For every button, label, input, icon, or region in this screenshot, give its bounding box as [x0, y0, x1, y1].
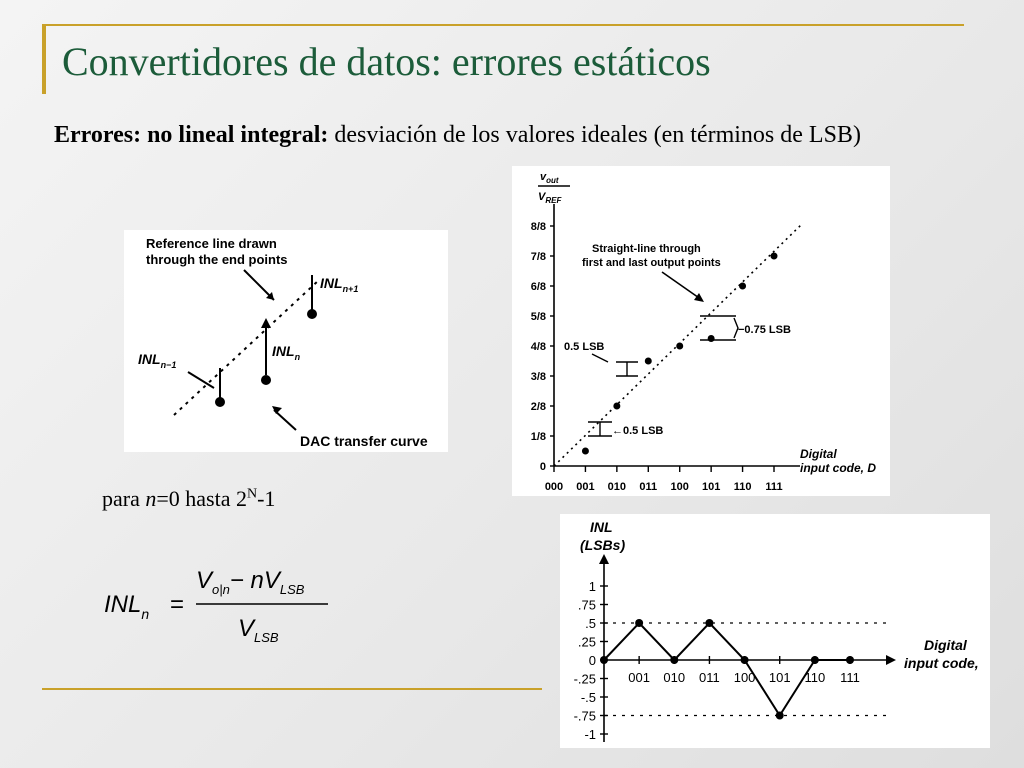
- inl-x-tick-label: 101: [768, 670, 791, 685]
- inl-nm1-label: $INL_{n-1}$: [138, 351, 177, 370]
- inl-data-point: [600, 656, 608, 664]
- x-tick-label: 100: [670, 481, 689, 493]
- formula-numerator: $V_{o|n}- nV_{LSB}$: [196, 567, 305, 597]
- data-point: [739, 283, 746, 290]
- x-tick-label: 101: [701, 481, 721, 493]
- range-text: para n=0 hasta $2^N-1$: [102, 486, 276, 511]
- inl-data-point: [741, 656, 749, 664]
- inl-data-point: [670, 656, 678, 664]
- inl-n1-label: $INL_{n+1}$: [320, 275, 359, 294]
- inl-y-axis-arrow: [599, 554, 609, 564]
- annotation-05-pointer: [592, 354, 608, 362]
- inl-y-tick-label: -.75: [573, 708, 596, 724]
- inl-y-label-1: INL: [590, 519, 613, 535]
- ref-line-label-1: Reference line drawn: [146, 236, 277, 251]
- y-tick-label: 1/8: [530, 431, 546, 443]
- y-tick-label: 8/8: [530, 221, 546, 233]
- reference-line: [174, 280, 319, 415]
- ref-line-label-2: through the end points: [146, 252, 288, 267]
- inl-y-tick-label: .5: [585, 616, 596, 631]
- x-tick-label: 010: [607, 481, 627, 493]
- x-tick-label: 000: [544, 481, 564, 493]
- point-n: [261, 375, 271, 385]
- inl-n-label: $INL_n$: [272, 343, 301, 362]
- data-point: [708, 335, 715, 342]
- inl-y-tick-label: 1: [588, 579, 596, 594]
- data-point: [771, 253, 778, 260]
- inl-reference-figure: [124, 230, 448, 452]
- inl-n-arrowhead: [261, 318, 271, 328]
- data-point: [645, 358, 652, 365]
- x-tick-label: 110: [733, 481, 752, 493]
- inl-data-point: [635, 619, 643, 627]
- y-tick-label: 7/8: [530, 251, 546, 263]
- y-tick-label: 2/8: [530, 401, 546, 413]
- data-point: [582, 448, 589, 455]
- inl-x-tick-label: 100: [733, 670, 756, 685]
- inl-y-tick-label: -1: [584, 727, 596, 742]
- y-tick-label: 4/8: [530, 341, 546, 353]
- y-tick-label: 6/8: [530, 281, 546, 293]
- inl-x-label-1: Digital: [924, 637, 967, 653]
- inl-x-tick-label: 001: [628, 670, 650, 685]
- inl-data-point: [811, 656, 819, 664]
- body-bold: Errores: no lineal integral:: [54, 122, 329, 148]
- inl-x-tick-label: 011: [699, 670, 720, 685]
- inl-x-axis-arrow: [886, 655, 896, 665]
- slide-title: Convertidores de datos: errores estáticos: [62, 39, 711, 84]
- inl-chart: [560, 514, 990, 748]
- y-axis-label-num: $v_{out}$: [540, 171, 559, 185]
- inl-x-tick-label: 110: [804, 670, 826, 685]
- data-point: [613, 403, 620, 410]
- inl-data-point: [705, 619, 713, 627]
- inl-x-label-2: input code,: [904, 655, 979, 671]
- dac-pointer-head: [272, 406, 282, 414]
- x-tick-label: 111: [765, 481, 783, 493]
- inl-data-point: [776, 712, 784, 720]
- annotation-line-2: first and last output points: [582, 257, 721, 269]
- data-point: [676, 343, 683, 350]
- body-text: [54, 122, 954, 149]
- inl-y-tick-label: .25: [577, 634, 596, 650]
- point-nm1: [215, 397, 225, 407]
- top-accent-line: [42, 24, 964, 26]
- annotation-05-top: 0.5 LSB: [564, 341, 605, 353]
- inl-nm1-pointer: [188, 372, 214, 388]
- y-tick-label: 5/8: [530, 311, 546, 323]
- point-n1: [307, 309, 317, 319]
- inl-y-tick-label: -.5: [580, 690, 596, 705]
- bottom-accent-line: [42, 688, 542, 690]
- annotation-075: −0.75 LSB: [738, 324, 791, 336]
- title-accent-bar: [42, 24, 46, 94]
- y-tick-label: 3/8: [530, 371, 546, 383]
- inl-y-tick-label: -.25: [573, 671, 596, 687]
- x-axis-label-1: Digital: [800, 447, 837, 461]
- y-axis-label-den: $V_{REF}$: [538, 191, 562, 205]
- annotation-line-1: Straight-line through: [592, 243, 701, 255]
- annotation-05-bot: ←0.5 LSB: [612, 425, 664, 437]
- dac-pointer: [274, 410, 296, 430]
- inl-data-point: [846, 656, 854, 664]
- inl-y-tick-label: .75: [577, 597, 596, 613]
- x-axis-label-2: input code, D: [800, 461, 876, 475]
- annotation-arrowhead: [694, 293, 704, 302]
- transfer-chart: [512, 166, 890, 496]
- y-tick-label: 0: [539, 461, 546, 473]
- x-tick-label: 011: [639, 481, 658, 493]
- inl-y-label-2: (LSBs): [580, 537, 626, 553]
- formula-denominator: $V_{LSB}$: [238, 615, 279, 645]
- body-rest: desviación de los valores ideales (en términos de LSB): [328, 122, 861, 148]
- formula-eq: =: [170, 591, 185, 618]
- formula-lhs: $INL_n$: [104, 591, 150, 622]
- inl-x-tick-label: 111: [840, 670, 860, 685]
- dac-label: DAC transfer curve: [300, 433, 428, 449]
- inl-x-tick-label: 010: [663, 670, 686, 685]
- inl-y-tick-label: 0: [588, 653, 596, 668]
- annotation-arrow: [662, 272, 702, 300]
- inl-formula: [92, 560, 352, 650]
- x-tick-label: 001: [576, 481, 595, 493]
